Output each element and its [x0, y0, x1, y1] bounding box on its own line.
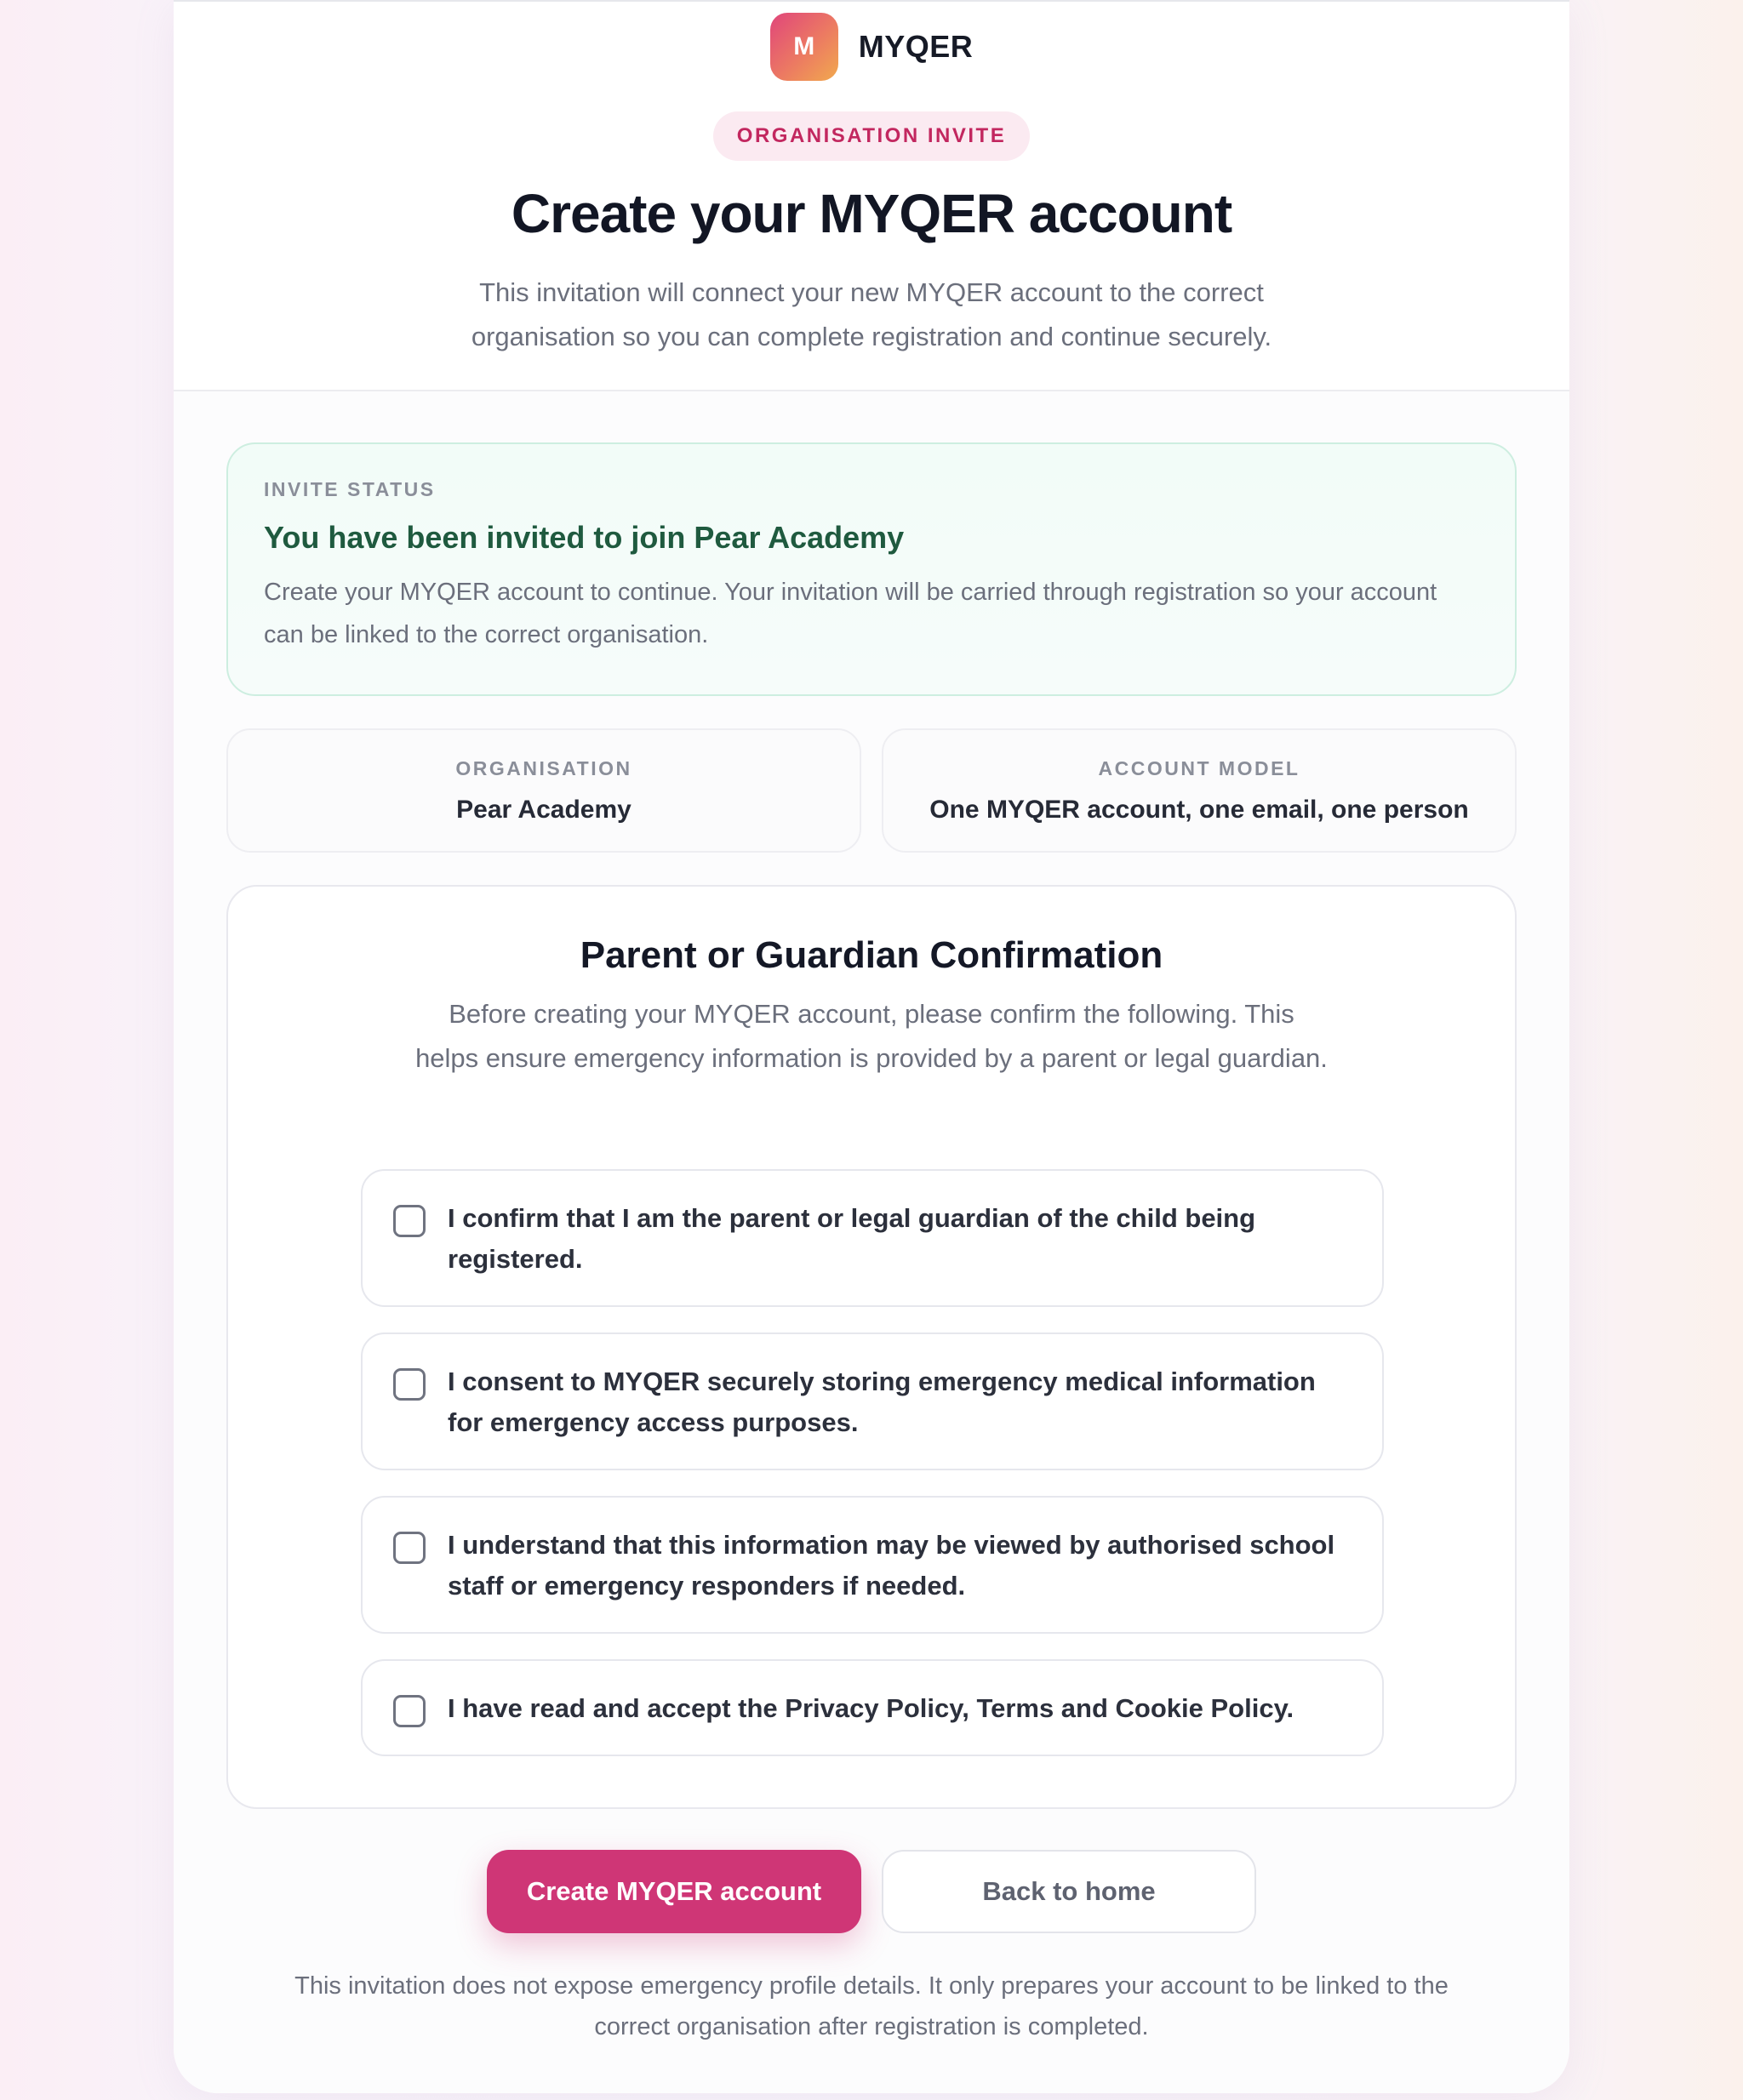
account-model-label: ACCOUNT MODEL: [1098, 757, 1300, 779]
confirm-guardian-item[interactable]: [361, 1169, 1384, 1307]
account-model-info: [882, 728, 1517, 853]
invite-status-heading: You have been invited to join Pear Academy: [264, 520, 905, 555]
invite-card: [174, 0, 1569, 2093]
account-model-value: One MYQER account, one email, one person: [929, 796, 1469, 824]
consent-storage-item[interactable]: [361, 1332, 1384, 1470]
understand-access-checkbox[interactable]: [393, 1532, 426, 1564]
page-subtitle: This invitation will connect your new MYQER account to the correct organisation so you can complete registration and continue securely.: [471, 277, 1272, 351]
understand-access-label: I understand that this information may be viewed by authorised school staff or emergency responders if needed.: [448, 1530, 1335, 1601]
footer-note: This invitation does not expose emergency profile details. It only prepares your account to be linked to the correct organisation after registration is completed.: [294, 1972, 1449, 2040]
organisation-label: ORGANISATION: [455, 757, 632, 779]
invite-status-label: INVITE STATUS: [264, 478, 436, 500]
consent-storage-label: I consent to MYQER securely storing emergency medical information for emergency access purposes.: [448, 1367, 1316, 1437]
confirm-guardian-label: I confirm that I am the parent or legal guardian of the child being registered.: [448, 1203, 1256, 1274]
invite-status-panel: [226, 442, 1517, 696]
confirmation-title: Parent or Guardian Confirmation: [580, 934, 1163, 976]
card-body: [174, 391, 1569, 2093]
understand-access-item[interactable]: [361, 1496, 1384, 1634]
organisation-value: Pear Academy: [456, 796, 631, 824]
organisation-info: [226, 728, 861, 853]
confirm-guardian-checkbox[interactable]: [393, 1205, 426, 1237]
brand: [174, 13, 1569, 81]
back-to-home-button[interactable]: Back to home: [882, 1850, 1256, 1933]
create-account-button[interactable]: Create MYQER account: [487, 1850, 861, 1933]
accept-policies-checkbox[interactable]: [393, 1695, 426, 1727]
accept-policies-item[interactable]: [361, 1659, 1384, 1756]
invite-status-text: Create your MYQER account to continue. Your invitation will be carried through registration so your account can be linked to the correct organisation.: [264, 579, 1437, 648]
guardian-confirmation-panel: [226, 885, 1517, 1809]
brand-name: MYQER: [858, 29, 974, 64]
organisation-invite-badge: ORGANISATION INVITE: [713, 111, 1030, 161]
consent-storage-checkbox[interactable]: [393, 1368, 426, 1401]
card-header: [174, 2, 1569, 391]
brand-logo: M: [770, 13, 838, 81]
page-title: Create your MYQER account: [511, 183, 1232, 244]
accept-policies-label: I have read and accept the Privacy Policy, Terms and Cookie Policy.: [448, 1693, 1294, 1723]
confirmation-subtitle: Before creating your MYQER account, please confirm the following. This helps ensure emergency information is provided by a parent or legal guardian.: [415, 999, 1328, 1073]
